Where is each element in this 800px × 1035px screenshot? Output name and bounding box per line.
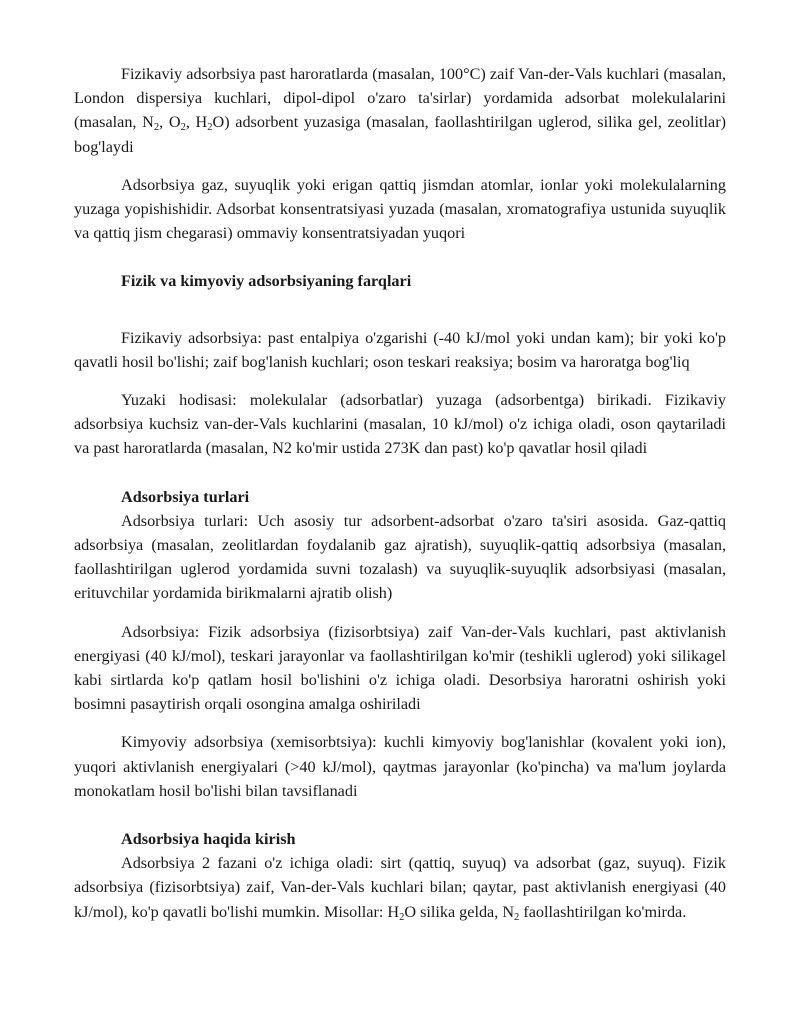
paragraph-physical-adsorption-properties: Fizikaviy adsorbsiya: past entalpiya o'zgarishi (-40 kJ/mol yoki undan kam); bir yoki ko'p qavatli hosil bo'lishi; zaif bog'lanish kuchlari; oson teskari reaksiya; bosim va haroratga bog'liq (74, 328, 726, 371)
paragraph-surface-phenomenon: Yuzaki hodisasi: molekulalar (adsorbatlar) yuzaga (adsorbentga) birikadi. Fizikaviy adsorbsiya kuchsiz van-der-Vals kuchlarini (masalan, 10 kJ/mol) o'z ichiga oladi, oson qaytariladi va past haroratlarda (masalan, N2 ko'mir ustida 273K dan past) ko'p qavatlar hosil qiladi (74, 391, 726, 458)
paragraph-physical-adsorption-intro: Fizikaviy adsorbsiya past haroratlarda (masalan, 100°C) zaif Van-der-Vals kuchlari (masalan, London dispersiya kuchlari, dipol-dipol o'zaro ta'sirlar) yordamida adsorbat molekulalarini (masalan, $N_2$, $O_2$, $H_2O$) adsorbent yuzasiga (masalan, faollashtirilgan uglerod, silika gel, zeolitlar) bog'laydi (74, 65, 726, 156)
heading-differences: Fizik va kimyoviy adsorbsiyaning farqlari (121, 272, 412, 291)
paragraph-chemisorption: Kimyoviy adsorbsiya (xemisorbtsiya): kuchli kimyoviy bog'lanishlar (kovalent yoki ion), yuqori aktivlanish energiyalari (>40 kJ/mol), qaytmas jarayonlar (ko'pincha) va ma'lum joylarda monokatlam hosil bo'lishi bilan tavsiflanadi (74, 733, 726, 800)
heading-introduction: Adsorbsiya haqida kirish (121, 830, 296, 849)
paragraph-introduction: Adsorbsiya 2 fazani o'z ichiga oladi: sirt (qattiq, suyuq) va adsorbat (gaz, suyuq). Fizik adsorbsiya (fizisorbtsiya) zaif, Van-der-Vals kuchlari bilan; qaytar, past aktivlanish energiyasi (40 kJ/mol), ko'p qavatli bo'lishi mumkin. Misollar: $H_2O$ silika gelda, $N_2$ faollashtirilgan ko'mirda. (74, 854, 726, 923)
document-page (74, 62, 726, 924)
paragraph-physisorption: Adsorbsiya: Fizik adsorbsiya (fizisorbtsiya) zaif Van-der-Vals kuchlari, past aktivlanish energiyasi (40 kJ/mol), teskari jarayonlar va faollashtirilgan ko'mir (teshikli uglerod) yoki silikagel kabi sirtlarda ko'p qatlam hosil bo'lishini o'z ichiga oladi. Desorbsiya haroratni oshirish yoki bosimni pasaytirish orqali osongina amalga oshiriladi (74, 622, 726, 714)
heading-adsorption-types: Adsorbsiya turlari (121, 487, 250, 506)
paragraph-adsorption-types: Adsorbsiya turlari: Uch asosiy tur adsorbent-adsorbat o'zaro ta'siri asosida. Gaz-qattiq adsorbsiya (masalan, zeolitlardan foydalanib gaz ajratish), suyuqlik-qattiq adsorbsiya (masalan, faollashtirilgan uglerod yordamida suvni tozalash) va suyuqlik-suyuqlik adsorbsiyasi (masalan, erituvchilar yordamida birikmalarni ajratib olish) (74, 511, 726, 603)
paragraph-adsorption-definition: Adsorbsiya gaz, suyuqlik yoki erigan qattiq jismdan atomlar, ionlar yoki molekulalarning yuzaga yopishishidir. Adsorbat konsentratsiyasi yuzada (masalan, xromatografiya ustunida suyuqlik va qattiq jism chegarasi) ommaviy konsentratsiyadan yuqori (74, 175, 726, 243)
